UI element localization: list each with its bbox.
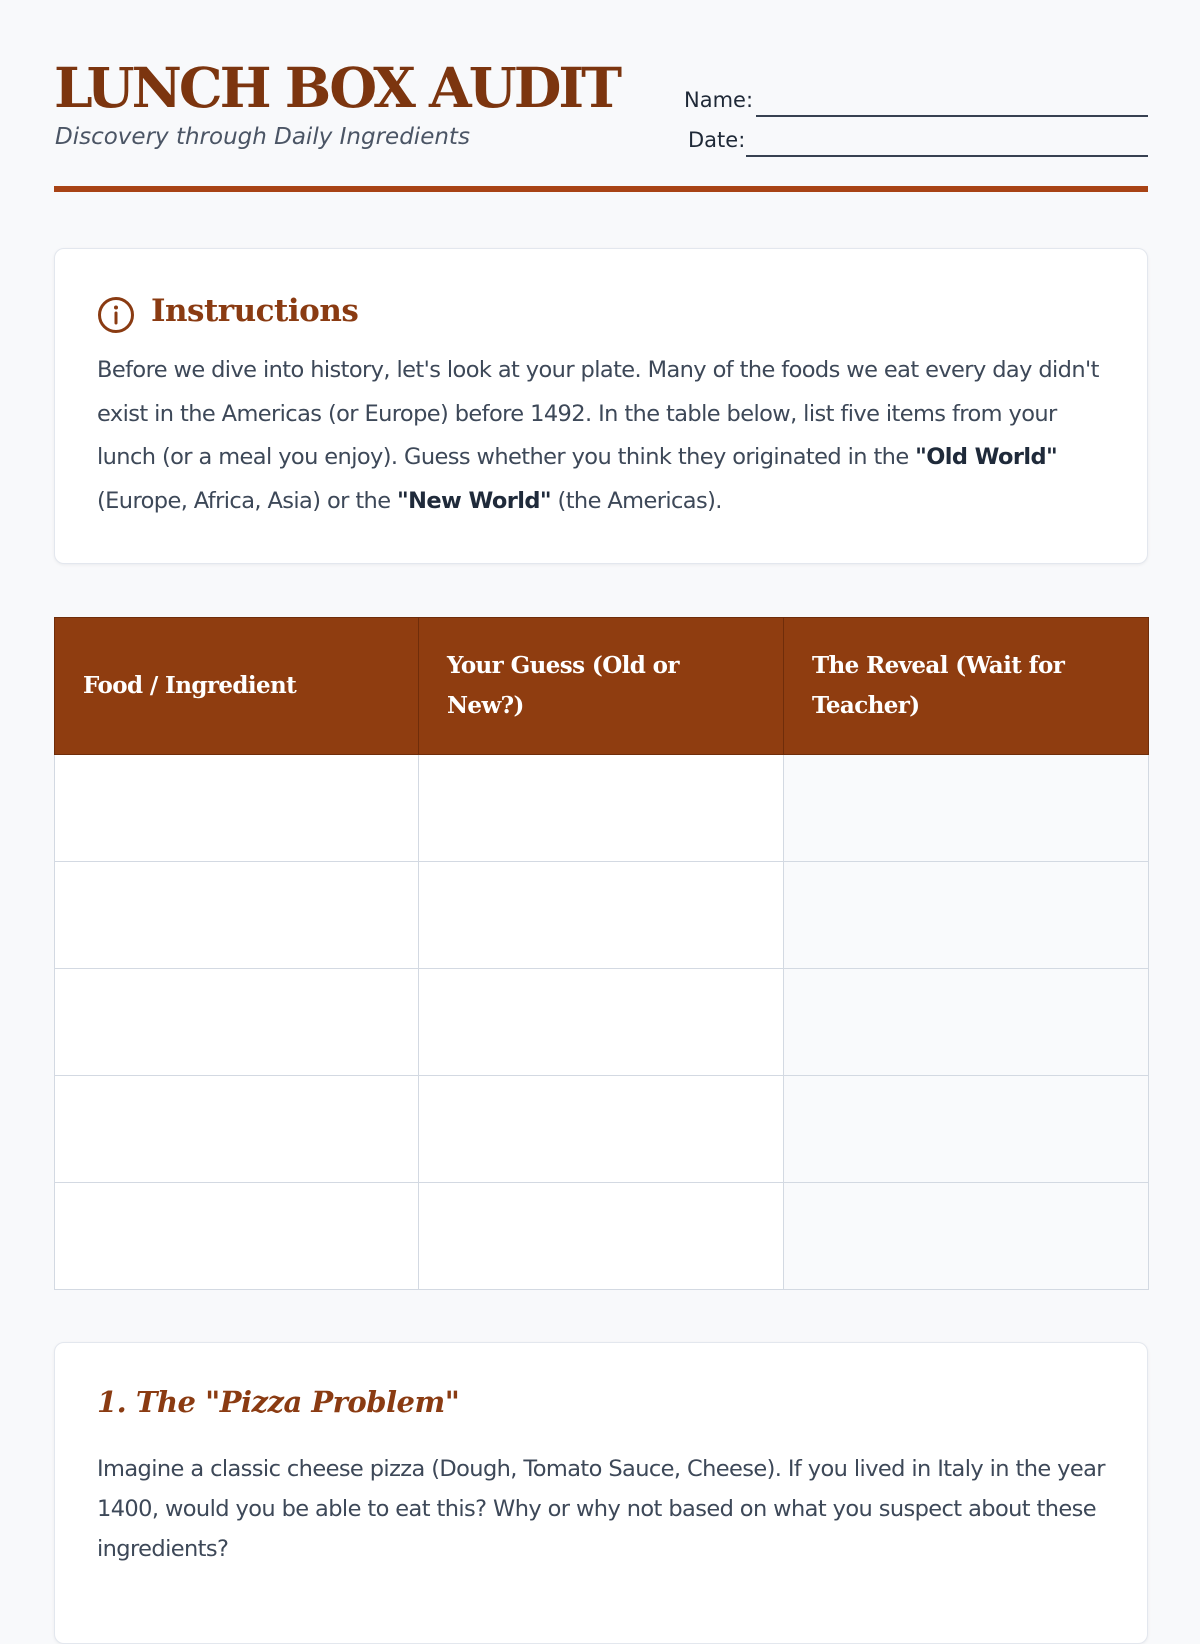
food-cell[interactable] — [55, 1183, 419, 1290]
reveal-cell[interactable] — [784, 969, 1149, 1076]
food-audit-table — [54, 617, 1149, 1290]
student-fields — [684, 86, 1148, 166]
table-row — [55, 862, 1149, 969]
instructions-title: Instructions — [151, 293, 359, 329]
guess-cell[interactable] — [419, 862, 784, 969]
date-field[interactable] — [684, 126, 1148, 166]
old-world-term: "Old World" — [915, 444, 1058, 470]
table-row — [55, 1076, 1149, 1183]
column-header-reveal: The Reveal (Wait for Teacher) — [784, 618, 1149, 755]
food-cell[interactable] — [55, 969, 419, 1076]
table-row — [55, 1183, 1149, 1290]
guess-cell[interactable] — [419, 1183, 784, 1290]
worksheet-subtitle: Discovery through Daily Ingredients — [55, 124, 470, 150]
name-label: Name: — [684, 88, 754, 112]
new-world-term: "New World" — [397, 487, 551, 514]
instructions-text: Before we dive into history, let's look at your plate. Many of the foods we eat every day didn't exist in the Americas (or Europe) before 1492. In the table below, list five items from your lunch (or a meal you enjoy). Guess whether you think they originated in the "Old World" (Europe, Africa, Asia) or the "New World" (the Americas). — [97, 357, 1099, 514]
info-circle-icon — [97, 296, 135, 334]
table-header-row — [55, 618, 1149, 755]
food-cell[interactable] — [55, 862, 419, 969]
reveal-cell[interactable] — [784, 862, 1149, 969]
date-blank-line[interactable] — [746, 155, 1148, 157]
guess-cell[interactable] — [419, 969, 784, 1076]
name-blank-line[interactable] — [756, 115, 1148, 117]
reveal-cell[interactable] — [784, 755, 1149, 862]
header-divider — [54, 186, 1148, 192]
question-text: Imagine a classic cheese pizza (Dough, Tomato Sauce, Cheese). If you lived in Italy in the year 1400, would you be able to eat this? Why or why not based on what you suspect about these ingredients? — [97, 1456, 1105, 1562]
question-card-pizza — [54, 1342, 1148, 1644]
guess-cell[interactable] — [419, 755, 784, 862]
food-cell[interactable] — [55, 755, 419, 862]
reveal-cell[interactable] — [784, 1076, 1149, 1183]
food-cell[interactable] — [55, 1076, 419, 1183]
reveal-cell[interactable] — [784, 1183, 1149, 1290]
column-header-food: Food / Ingredient — [55, 618, 419, 755]
instructions-card — [54, 248, 1148, 564]
guess-cell[interactable] — [419, 1076, 784, 1183]
date-label: Date: — [688, 128, 746, 152]
question-title: 1. The "Pizza Problem" — [97, 1385, 460, 1419]
column-header-guess: Your Guess (Old or New?) — [419, 618, 784, 755]
worksheet-header — [54, 56, 1148, 194]
name-field[interactable] — [684, 86, 1148, 126]
table-row — [55, 969, 1149, 1076]
worksheet-title: LUNCH BOX AUDIT — [54, 55, 620, 120]
table-row — [55, 755, 1149, 862]
